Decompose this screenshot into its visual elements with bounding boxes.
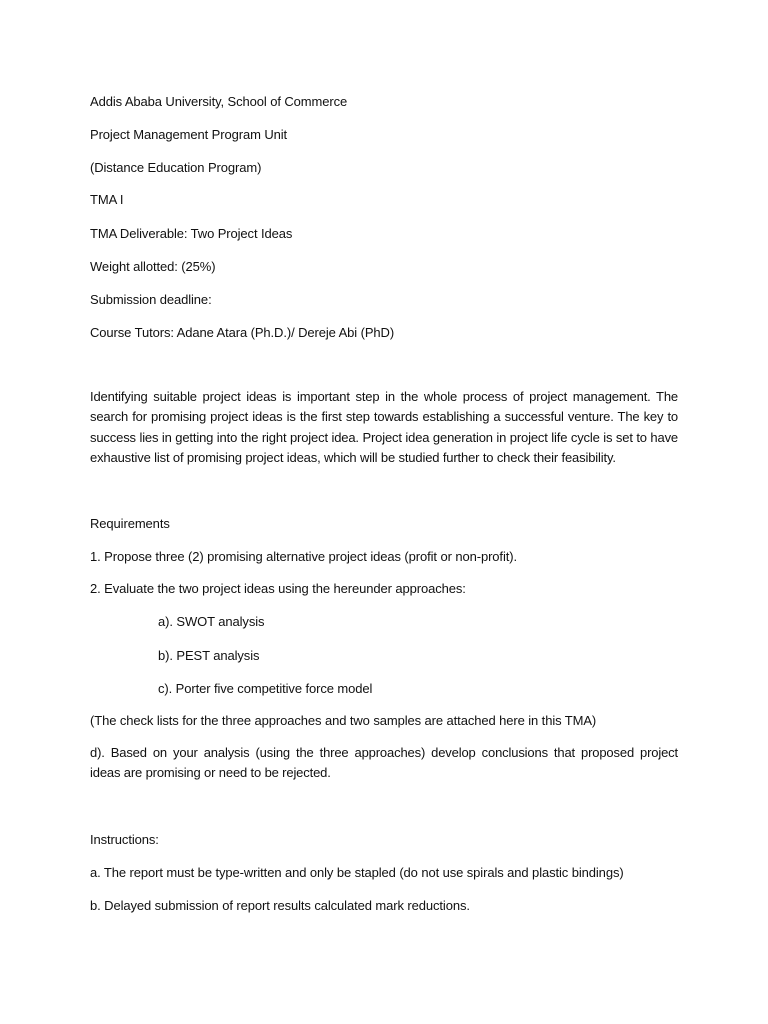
- swot-analysis-item: a). SWOT analysis: [158, 614, 265, 629]
- weight-line: Weight allotted: (25%): [90, 259, 216, 274]
- instruction-item-a: a. The report must be type-written and only be stapled (do not use spirals and plastic bindings): [90, 865, 624, 880]
- pest-analysis-item: b). PEST analysis: [158, 648, 260, 663]
- submission-deadline-line: Submission deadline:: [90, 292, 212, 307]
- tma-deliverable-line: TMA Deliverable: Two Project Ideas: [90, 226, 293, 241]
- distance-education-line: (Distance Education Program): [90, 160, 262, 175]
- checklist-note: (The check lists for the three approaches and two samples are attached here in this TMA): [90, 713, 597, 728]
- requirement-item-1: 1. Propose three (2) promising alternative project ideas (profit or non-profit).: [90, 549, 517, 564]
- instruction-item-b: b. Delayed submission of report results calculated mark reductions.: [90, 898, 470, 913]
- tma-title: TMA I: [90, 192, 124, 207]
- intro-paragraph: Identifying suitable project ideas is important step in the whole process of project management. The search for promising project ideas is the first step towards establishing a successful venture. The key to success lies in getting into the right project idea. Project idea generation in project life cycle is set to have exhaustive list of promising project ideas, which will be studied further to check their feasibility.: [90, 389, 678, 465]
- instructions-heading: Instructions:: [90, 832, 159, 847]
- program-unit-line: Project Management Program Unit: [90, 127, 288, 142]
- requirement-item-2: 2. Evaluate the two project ideas using the hereunder approaches:: [90, 581, 466, 596]
- university-line: Addis Ababa University, School of Commerce: [90, 94, 348, 109]
- conclusion-requirement: d). Based on your analysis (using the three approaches) develop conclusions that proposed project ideas are promising or need to be rejected.: [90, 745, 678, 781]
- course-tutors-line: Course Tutors: Adane Atara (Ph.D.)/ Dereje Abi (PhD): [90, 325, 395, 340]
- porter-model-item: c). Porter five competitive force model: [158, 681, 373, 696]
- requirements-heading: Requirements: [90, 516, 170, 531]
